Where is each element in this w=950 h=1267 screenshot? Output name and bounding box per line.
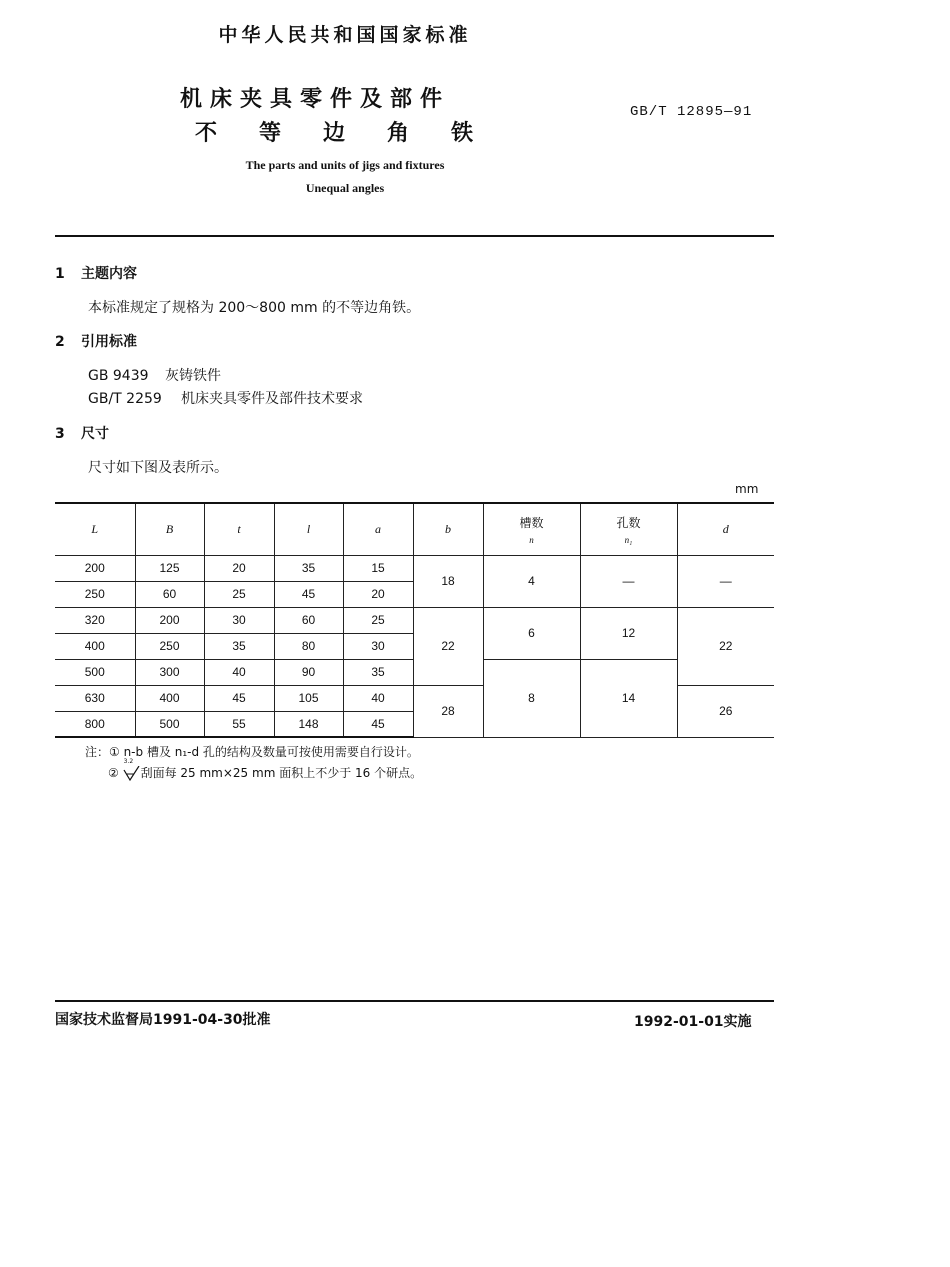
reference-code: GB/T 2259 — [88, 391, 162, 407]
header-holes — [580, 503, 677, 555]
cell-l: 105 — [274, 685, 343, 711]
cell-t: 55 — [204, 711, 274, 737]
cell-l: 45 — [274, 581, 343, 607]
section-number: 3 — [55, 426, 65, 442]
cell-B: 300 — [135, 659, 204, 685]
cell-n: 8 — [483, 659, 580, 737]
table-header-row — [55, 503, 774, 555]
cell-L: 800 — [55, 711, 135, 737]
header-slots-symbol: n — [529, 534, 534, 545]
title-line-2: 不等边角铁 — [195, 121, 516, 146]
reference-item — [88, 388, 363, 408]
cell-a: 40 — [343, 685, 413, 711]
title-line-1: 机床夹具零件及部件 — [180, 87, 451, 112]
header-L: L — [55, 503, 135, 555]
reference-name: 灰铸铁件 — [165, 368, 221, 384]
note-2-text: 刮面每 25 mm×25 mm 面积上不少于 16 个研点。 — [140, 766, 423, 780]
cell-d: 26 — [677, 685, 774, 737]
cell-B: 400 — [135, 685, 204, 711]
header-t: t — [204, 503, 274, 555]
cell-d: — — [677, 555, 774, 607]
section-1-text: 本标准规定了规格为 200～800 mm 的不等边角铁。 — [88, 300, 421, 316]
section-number: 1 — [55, 266, 65, 282]
roughness-symbol-icon — [123, 758, 141, 780]
cell-b: 22 — [413, 607, 483, 685]
header-d: d — [677, 503, 774, 555]
header-slots — [483, 503, 580, 555]
cell-B: 200 — [135, 607, 204, 633]
table-note-1: 注：① n-b 槽及 n₁-d 孔的结构及数量可按使用需要自行设计。 — [85, 745, 419, 759]
cell-b: 28 — [413, 685, 483, 737]
reference-item — [88, 365, 221, 385]
footer-rule — [55, 1000, 774, 1002]
header-rule — [55, 235, 774, 237]
cell-L: 320 — [55, 607, 135, 633]
cell-B: 125 — [135, 555, 204, 581]
note-number: ② — [108, 766, 119, 780]
cell-n1: 14 — [580, 659, 677, 737]
cell-d: 22 — [677, 607, 774, 685]
cell-t: 20 — [204, 555, 274, 581]
cell-a: 45 — [343, 711, 413, 737]
standard-number: GB/T 12895—91 — [630, 104, 753, 120]
roughness-value: 3.2 — [123, 758, 134, 765]
cell-L: 630 — [55, 685, 135, 711]
cell-t: 40 — [204, 659, 274, 685]
cell-a: 15 — [343, 555, 413, 581]
section-title: 引用标准 — [81, 334, 137, 350]
header-b: b — [413, 503, 483, 555]
header-holes-symbol: n₁ — [624, 534, 633, 545]
cell-a: 25 — [343, 607, 413, 633]
table-row — [55, 555, 774, 581]
cell-n: 4 — [483, 555, 580, 607]
effective-date-line: 1992-01-01实施 — [634, 1014, 752, 1030]
unit-label: mm — [735, 482, 759, 496]
header-B: B — [135, 503, 204, 555]
cell-L: 250 — [55, 581, 135, 607]
english-title-line-2: Unequal angles — [305, 181, 385, 195]
cell-B: 250 — [135, 633, 204, 659]
cell-t: 30 — [204, 607, 274, 633]
cell-B: 60 — [135, 581, 204, 607]
cell-a: 35 — [343, 659, 413, 685]
cell-B: 500 — [135, 711, 204, 737]
cell-l: 60 — [274, 607, 343, 633]
section-title: 主题内容 — [81, 266, 137, 282]
section-3-heading — [55, 423, 109, 443]
cell-n1: 12 — [580, 607, 677, 659]
section-title: 尺寸 — [81, 426, 109, 442]
national-standard-heading: 中华人民共和国国家标准 — [218, 24, 472, 46]
cell-t: 35 — [204, 633, 274, 659]
header-holes-label: 孔数 — [616, 515, 641, 530]
section-3-text: 尺寸如下图及表所示。 — [88, 460, 228, 476]
table-row — [55, 607, 774, 633]
reference-name: 机床夹具零件及部件技术要求 — [181, 391, 363, 407]
dimension-table — [55, 502, 774, 738]
cell-a: 30 — [343, 633, 413, 659]
header-l: l — [274, 503, 343, 555]
section-2-heading — [55, 331, 137, 351]
cell-n: 6 — [483, 607, 580, 659]
cell-L: 200 — [55, 555, 135, 581]
header-a: a — [343, 503, 413, 555]
english-title-line-1: The parts and units of jigs and fixtures — [245, 158, 445, 172]
cell-t: 25 — [204, 581, 274, 607]
cell-L: 500 — [55, 659, 135, 685]
table-note-2 — [108, 758, 423, 781]
cell-l: 35 — [274, 555, 343, 581]
cell-b: 18 — [413, 555, 483, 607]
cell-l: 90 — [274, 659, 343, 685]
cell-l: 148 — [274, 711, 343, 737]
header-slots-label: 槽数 — [519, 515, 544, 530]
cell-L: 400 — [55, 633, 135, 659]
cell-t: 45 — [204, 685, 274, 711]
cell-a: 20 — [343, 581, 413, 607]
approval-line: 国家技术监督局1991-04-30批准 — [55, 1012, 271, 1028]
section-1-heading — [55, 263, 137, 283]
cell-n1: — — [580, 555, 677, 607]
reference-code: GB 9439 — [88, 368, 149, 384]
cell-l: 80 — [274, 633, 343, 659]
section-number: 2 — [55, 334, 65, 350]
